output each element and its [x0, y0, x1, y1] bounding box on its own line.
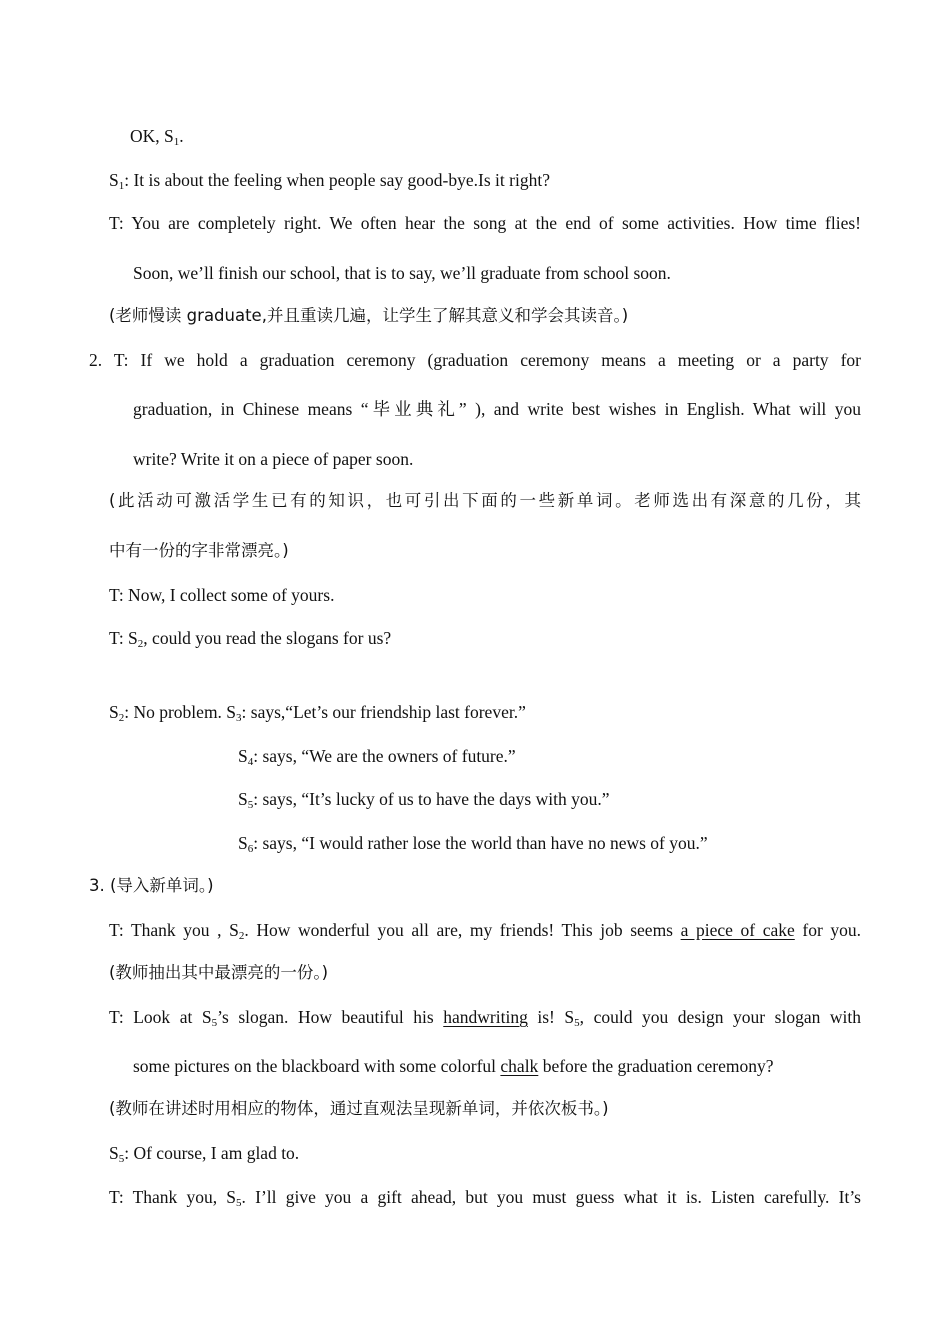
line-s6: $S_6$: says, “I would rather lose the world than have no news of you.” [238, 833, 708, 855]
line-ok-s1: OK, $S_1$. [130, 126, 184, 148]
vocab-chalk: chalk [500, 1056, 539, 1076]
note-activity-2: 中有一份的字非常漂亮。) [109, 541, 289, 560]
line-teacher-right: T: You are completely right. We often hear the song at the end of some activities. How time flies! [109, 213, 861, 233]
line-s4: $S_4$: says, “We are the owners of future.” [238, 746, 516, 768]
line-collect: T: Now, I collect some of yours. [109, 585, 335, 605]
item-2-ceremony: 2. T: If we hold a graduation ceremony (graduation ceremony means a meeting or a party for [89, 350, 861, 370]
line-s5: $S_5$: says, “It’s lucky of us to have the days with you.” [238, 789, 610, 811]
vocab-piece-of-cake: a piece of cake [680, 920, 795, 940]
line-piece-of-cake: T: Thank you , $S_2$. How wonderful you all are, my friends! This job seems a piece of cake for you. [109, 920, 862, 942]
item-3-new-words: 3. (导入新单词。) [89, 876, 214, 895]
line-read-slogans: T: $S_2$, could you read the slogans for us? [109, 628, 392, 650]
line-write-paper: write? Write it on a piece of paper soon. [133, 449, 414, 469]
line-s5-glad: $S_5$: Of course, I am glad to. [109, 1143, 300, 1165]
vocab-handwriting: handwriting [443, 1007, 528, 1027]
line-graduate-soon: Soon, we’ll finish our school, that is to say, we’ll graduate from school soon. [133, 263, 671, 283]
line-handwriting: T: Look at $S_5’s$ slogan. How beautiful his handwriting is! $S_5$, could you design your slogan with [109, 1007, 862, 1029]
line-s2-s3: $S_2$: No problem. $S_3$: says,“Let’s our friendship last forever.” [109, 702, 526, 724]
note-activity-1: (此活动可激活学生已有的知识，也可引出下面的一些新单词。老师选出有深意的几份，其 [109, 491, 861, 510]
line-s1-reply: $S_1$: It is about the feeling when people say good-bye.Is it right? [109, 170, 550, 192]
note-objects: (教师在讲述时用相应的物体，通过直观法呈现新单词，并依次板书。) [109, 1099, 609, 1118]
line-chalk: some pictures on the blackboard with some colorful chalk before the graduation ceremony? [133, 1056, 774, 1076]
line-gift: T: Thank you, $S_5$. I’ll give you a gift ahead, but you must guess what it is. Listen carefully. It’s [109, 1187, 861, 1209]
note-pick-best: (教师抽出其中最漂亮的一份。) [109, 963, 329, 982]
line-ceremony-chinese: graduation, in Chinese means “毕业典礼” ), and write best wishes in English. What will you [133, 399, 861, 419]
note-graduate: (老师慢读 graduate,并且重读几遍，让学生了解其意义和学会其读音。) [109, 306, 629, 325]
